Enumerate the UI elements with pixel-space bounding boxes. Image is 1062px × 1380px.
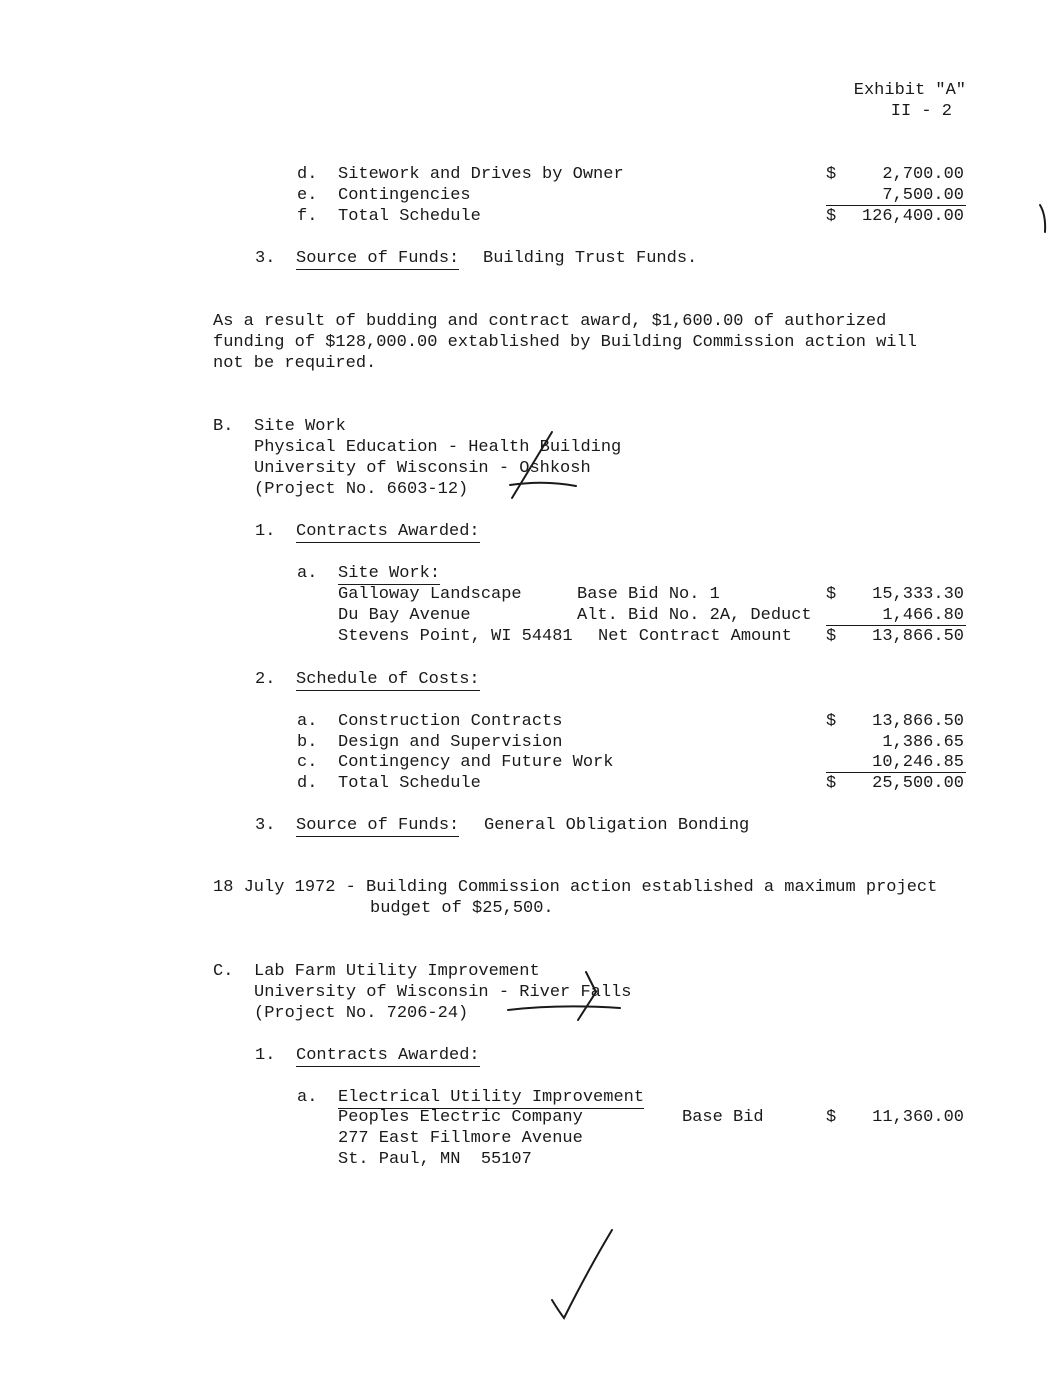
amount: 13,866.50 [872, 712, 964, 731]
checkmark-icon [552, 1230, 612, 1318]
schedule-of-costs-heading: Schedule of Costs: [296, 670, 480, 689]
contractor-line: Peoples Electric Company [338, 1108, 583, 1127]
source-of-funds-value: Building Trust Funds. [483, 249, 698, 268]
bid-description: Net Contract Amount [598, 627, 792, 646]
contracts-awarded-heading: Contracts Awarded: [296, 522, 480, 541]
schedule-item-label: Sitework and Drives by Owner [338, 165, 624, 184]
schedule-item-label: Construction Contracts [338, 712, 563, 731]
item-letter: f. [297, 207, 318, 226]
item-letter: b. [297, 733, 318, 752]
currency-sign: $ [826, 165, 837, 184]
source-of-funds-heading: Source of Funds: [296, 249, 460, 268]
item-letter: d. [297, 774, 318, 793]
currency-sign: $ [826, 585, 837, 604]
amount: 7,500.00 [882, 186, 964, 205]
bid-description: Alt. Bid No. 2A, Deduct [577, 606, 812, 625]
contracts-awarded-heading: Contracts Awarded: [296, 1046, 480, 1065]
amount: 1,386.65 [882, 733, 964, 752]
amount: 10,246.85 [872, 753, 964, 772]
scan-edge-mark [1040, 205, 1045, 232]
campus-name: University of Wisconsin - River Falls [254, 983, 632, 1002]
schedule-item-label: Total Schedule [338, 774, 481, 793]
pen-underline-mark [508, 1006, 620, 1010]
contractor-line: St. Paul, MN 55107 [338, 1150, 532, 1169]
currency-sign: $ [826, 1108, 837, 1127]
currency-sign: $ [826, 627, 837, 646]
contractor-line: 277 East Fillmore Avenue [338, 1129, 583, 1148]
currency-sign: $ [826, 774, 837, 793]
exhibit-label: Exhibit "A" [853, 81, 966, 100]
project-name: Physical Education - Health Building [254, 438, 622, 457]
amount: 25,500.00 [872, 774, 964, 793]
currency-sign: $ [826, 712, 837, 731]
contractor-line: Du Bay Avenue [338, 606, 471, 625]
item-letter: a. [297, 1088, 318, 1107]
bid-description: Base Bid No. 1 [577, 585, 720, 604]
item-number: 1. [255, 1046, 276, 1065]
paragraph-line: budget of $25,500. [370, 899, 554, 918]
amount: 126,400.00 [861, 207, 964, 226]
pen-underline-mark [510, 483, 576, 486]
amount: 15,333.30 [872, 585, 964, 604]
site-work-heading: Site Work: [338, 564, 441, 583]
schedule-item-label: Design and Supervision [338, 733, 563, 752]
section-title: Lab Farm Utility Improvement [254, 962, 540, 981]
contractor-line: Galloway Landscape [338, 585, 522, 604]
item-number: 3. [255, 816, 276, 835]
electrical-heading: Electrical Utility Improvement [338, 1088, 645, 1107]
currency-sign: $ [826, 207, 837, 226]
item-letter: a. [297, 712, 318, 731]
amount: 1,466.80 [882, 606, 964, 625]
item-letter: c. [297, 753, 318, 772]
campus-name: University of Wisconsin - Oshkosh [254, 459, 591, 478]
section-letter: C. [213, 962, 234, 981]
page-number: II - 2 [890, 102, 952, 121]
section-letter: B. [213, 417, 234, 436]
item-number: 1. [255, 522, 276, 541]
paragraph-line: As a result of budding and contract award, $1,600.00 of authorized [213, 312, 887, 331]
paragraph-line: funding of $128,000.00 extablished by Building Commission action will [213, 333, 917, 352]
schedule-item-label: Contingencies [338, 186, 471, 205]
schedule-item-label: Contingency and Future Work [338, 753, 614, 772]
item-letter: d. [297, 165, 318, 184]
schedule-item-label: Total Schedule [338, 207, 481, 226]
source-of-funds-heading: Source of Funds: [296, 816, 460, 835]
amount: 2,700.00 [882, 165, 964, 184]
item-letter: e. [297, 186, 318, 205]
source-of-funds-value: General Obligation Bonding [484, 816, 750, 835]
project-number: (Project No. 6603-12) [254, 480, 469, 499]
paragraph-line: not be required. [213, 354, 377, 373]
contractor-line: Stevens Point, WI 54481 [338, 627, 573, 646]
amount: 13,866.50 [872, 627, 964, 646]
paragraph-line: 18 July 1972 - Building Commission action established a maximum project [213, 878, 938, 897]
amount: 11,360.00 [872, 1108, 964, 1127]
section-title: Site Work [254, 417, 346, 436]
bid-description: Base Bid [682, 1108, 764, 1127]
item-letter: a. [297, 564, 318, 583]
project-number: (Project No. 7206-24) [254, 1004, 469, 1023]
item-number: 3. [255, 249, 276, 268]
item-number: 2. [255, 670, 276, 689]
